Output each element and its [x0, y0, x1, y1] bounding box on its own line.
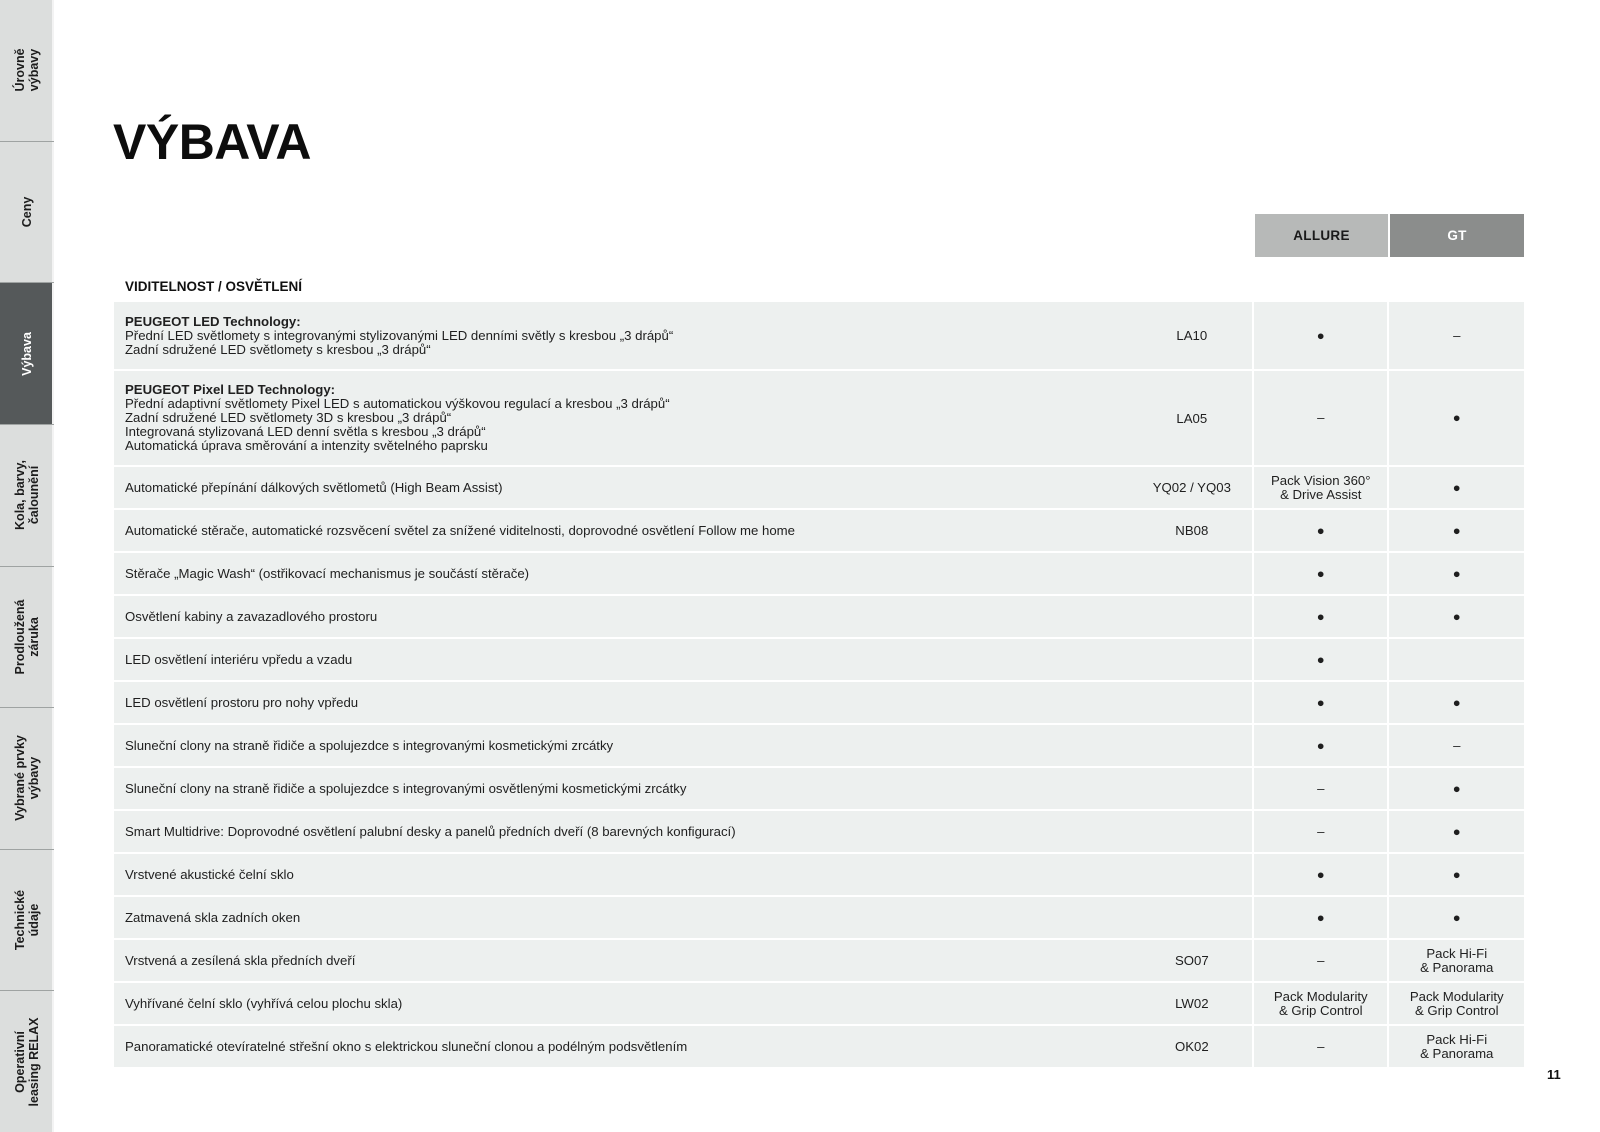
feature-description-cell	[114, 940, 1132, 983]
feature-line: Vrstvené akustické čelní sklo	[125, 866, 294, 882]
feature-title: PEUGEOT LED Technology:	[125, 313, 301, 329]
allure-value-cell: ●	[1254, 725, 1389, 768]
page-number: 11	[1547, 1067, 1561, 1082]
table-row	[114, 371, 1524, 467]
option-code-cell: OK02	[1132, 1026, 1254, 1069]
table-row	[114, 639, 1524, 682]
feature-line: Automatické přepínání dálkových světlometů (High Beam Assist)	[125, 479, 503, 495]
allure-value-cell: ●	[1254, 682, 1389, 725]
feature-description-cell	[114, 682, 1132, 725]
feature-description-cell	[114, 811, 1132, 854]
table-row	[114, 553, 1524, 596]
gt-value-cell: ●	[1389, 854, 1524, 897]
table-row	[114, 983, 1524, 1026]
sidebar-item-label: Technické údaje	[13, 889, 41, 951]
feature-line: Automatická úprava směrování a intenzity světelného paprsku	[125, 438, 488, 453]
option-code-cell: YQ02 / YQ03	[1132, 467, 1254, 510]
feature-description-cell	[114, 467, 1132, 510]
gt-value-cell: ●	[1389, 510, 1524, 553]
sidebar-item-label: Výbava	[20, 331, 34, 376]
allure-value-cell: Pack Vision 360° & Drive Assist	[1254, 467, 1389, 510]
gt-value-cell	[1389, 639, 1524, 682]
gt-value-cell: ●	[1389, 768, 1524, 811]
option-code-cell: SO07	[1132, 940, 1254, 983]
sidebar-item-label: Kola, barvy, čalounění	[13, 460, 41, 531]
allure-value-cell: –	[1254, 1026, 1389, 1069]
gt-value-cell: Pack Hi-Fi & Panorama	[1389, 1026, 1524, 1069]
feature-line: Osvětlení kabiny a zavazadlového prostoru	[125, 608, 378, 624]
option-code-cell	[1132, 639, 1254, 682]
option-code-cell	[1132, 682, 1254, 725]
allure-value-cell: –	[1254, 371, 1389, 467]
option-code-cell: LW02	[1132, 983, 1254, 1026]
allure-value-cell: ●	[1254, 302, 1389, 371]
feature-description-cell	[114, 725, 1132, 768]
sidebar-item-label: Ceny	[20, 196, 34, 228]
feature-line: Sluneční clony na straně řidiče a spolujezdce s integrovanými kosmetickými zrcátky	[125, 737, 614, 753]
gt-value-cell: ●	[1389, 371, 1524, 467]
option-code-cell	[1132, 596, 1254, 639]
trim-header-allure: ALLURE	[1255, 214, 1388, 257]
feature-line: Sluneční clony na straně řidiče a spolujezdce s integrovanými osvětlenými kosmetickými zrcátky	[125, 780, 687, 796]
table-row	[114, 897, 1524, 940]
table-row	[114, 1026, 1524, 1069]
section-title: VIDITELNOST / OSVĚTLENÍ	[125, 279, 303, 294]
option-code-cell: NB08	[1132, 510, 1254, 553]
option-code-cell: LA10	[1132, 302, 1254, 371]
table-row	[114, 682, 1524, 725]
feature-line: Integrovaná stylizovaná LED denní světla s kresbou „3 drápů“	[125, 424, 486, 439]
option-code-cell	[1132, 897, 1254, 940]
feature-line: Zadní sdružené LED světlomety s kresbou „3 drápů“	[125, 341, 431, 357]
feature-line: Zadní sdružené LED světlomety 3D s kresbou „3 drápů“	[125, 410, 452, 425]
gt-value-cell: ●	[1389, 467, 1524, 510]
gt-value-cell: ●	[1389, 682, 1524, 725]
gt-value-cell: –	[1389, 302, 1524, 371]
option-code-cell	[1132, 725, 1254, 768]
option-code-cell	[1132, 854, 1254, 897]
table-row	[114, 811, 1524, 854]
allure-value-cell: ●	[1254, 596, 1389, 639]
allure-value-cell: ●	[1254, 510, 1389, 553]
equipment-table	[114, 302, 1524, 1069]
gt-value-cell: ●	[1389, 897, 1524, 940]
sidebar-item-vybava[interactable]	[0, 283, 54, 425]
gt-value-cell: Pack Modularity & Grip Control	[1389, 983, 1524, 1026]
table-row	[114, 768, 1524, 811]
allure-value-cell: –	[1254, 811, 1389, 854]
feature-description-cell	[114, 371, 1132, 467]
feature-description-cell	[114, 596, 1132, 639]
gt-value-cell: ●	[1389, 811, 1524, 854]
equipment-table-body	[114, 302, 1524, 1069]
table-row	[114, 854, 1524, 897]
feature-description-cell	[114, 302, 1132, 371]
sidebar-nav	[0, 0, 54, 1132]
allure-value-cell: ●	[1254, 854, 1389, 897]
sidebar-item-urovne-vybavy[interactable]	[0, 0, 54, 142]
feature-description-cell	[114, 983, 1132, 1026]
feature-description-cell	[114, 639, 1132, 682]
sidebar-item-label: Vybrané prvky výbavy	[13, 735, 41, 822]
feature-line: Vyhřívané čelní sklo (vyhřívá celou plochu skla)	[125, 995, 403, 1011]
feature-description-cell	[114, 1026, 1132, 1069]
table-row	[114, 510, 1524, 553]
sidebar-item-technicke-udaje[interactable]	[0, 850, 54, 992]
page-title: VÝBAVA	[113, 114, 311, 170]
feature-description-cell	[114, 897, 1132, 940]
sidebar-item-ceny[interactable]	[0, 142, 54, 284]
feature-line: LED osvětlení prostoru pro nohy vpředu	[125, 694, 359, 710]
allure-value-cell: –	[1254, 940, 1389, 983]
feature-description-cell	[114, 553, 1132, 596]
table-row	[114, 596, 1524, 639]
gt-value-cell: ●	[1389, 553, 1524, 596]
table-row	[114, 940, 1524, 983]
sidebar-item-kola-barvy[interactable]	[0, 425, 54, 567]
table-row	[114, 467, 1524, 510]
feature-title: PEUGEOT Pixel LED Technology:	[125, 382, 336, 397]
gt-value-cell: ●	[1389, 596, 1524, 639]
allure-value-cell: ●	[1254, 639, 1389, 682]
feature-description-cell	[114, 510, 1132, 553]
feature-line: Automatické stěrače, automatické rozsvěcení světel za snížené viditelnosti, doprovodné osvětlení Follow me home	[125, 522, 795, 538]
feature-line: Stěrače „Magic Wash“ (ostřikovací mechanismus je součástí stěrače)	[125, 565, 530, 581]
sidebar-item-label: Úrovně výbavy	[13, 48, 41, 92]
sidebar-item-vybrane-prvky[interactable]	[0, 708, 54, 850]
sidebar-item-label: Operativní leasing RELAX	[13, 1017, 41, 1107]
sidebar-item-label: Prodloužená záruka	[13, 599, 41, 675]
option-code-cell: LA05	[1132, 371, 1254, 467]
feature-description-cell	[114, 768, 1132, 811]
feature-line: Vrstvená a zesílená skla předních dveří	[125, 952, 356, 968]
table-row	[114, 725, 1524, 768]
gt-value-cell: –	[1389, 725, 1524, 768]
option-code-cell	[1132, 768, 1254, 811]
sidebar-item-prodlouzena-zaruka[interactable]	[0, 567, 54, 709]
option-code-cell	[1132, 811, 1254, 854]
feature-line: Přední adaptivní světlomety Pixel LED s automatickou výškovou regulací a kresbou „3 drápů“	[125, 396, 670, 411]
sidebar-item-operativni-leasing[interactable]	[0, 991, 54, 1132]
allure-value-cell: ●	[1254, 553, 1389, 596]
feature-description-cell	[114, 854, 1132, 897]
feature-line: Smart Multidrive: Doprovodné osvětlení palubní desky a panelů předních dveří (8 barevných konfigurací)	[125, 823, 736, 839]
allure-value-cell: –	[1254, 768, 1389, 811]
feature-line: Přední LED světlomety s integrovanými stylizovanými LED denními světly s kresbou „3 drápů“	[125, 327, 674, 343]
gt-value-cell: Pack Hi-Fi & Panorama	[1389, 940, 1524, 983]
feature-line: LED osvětlení interiéru vpředu a vzadu	[125, 651, 353, 667]
option-code-cell	[1132, 553, 1254, 596]
feature-line: Panoramatické otevíratelné střešní okno s elektrickou sluneční clonou a podélným podsvětlením	[125, 1038, 688, 1054]
allure-value-cell: Pack Modularity & Grip Control	[1254, 983, 1389, 1026]
table-row	[114, 302, 1524, 371]
trim-header-gt: GT	[1390, 214, 1524, 257]
feature-line: Zatmavená skla zadních oken	[125, 909, 301, 925]
allure-value-cell: ●	[1254, 897, 1389, 940]
